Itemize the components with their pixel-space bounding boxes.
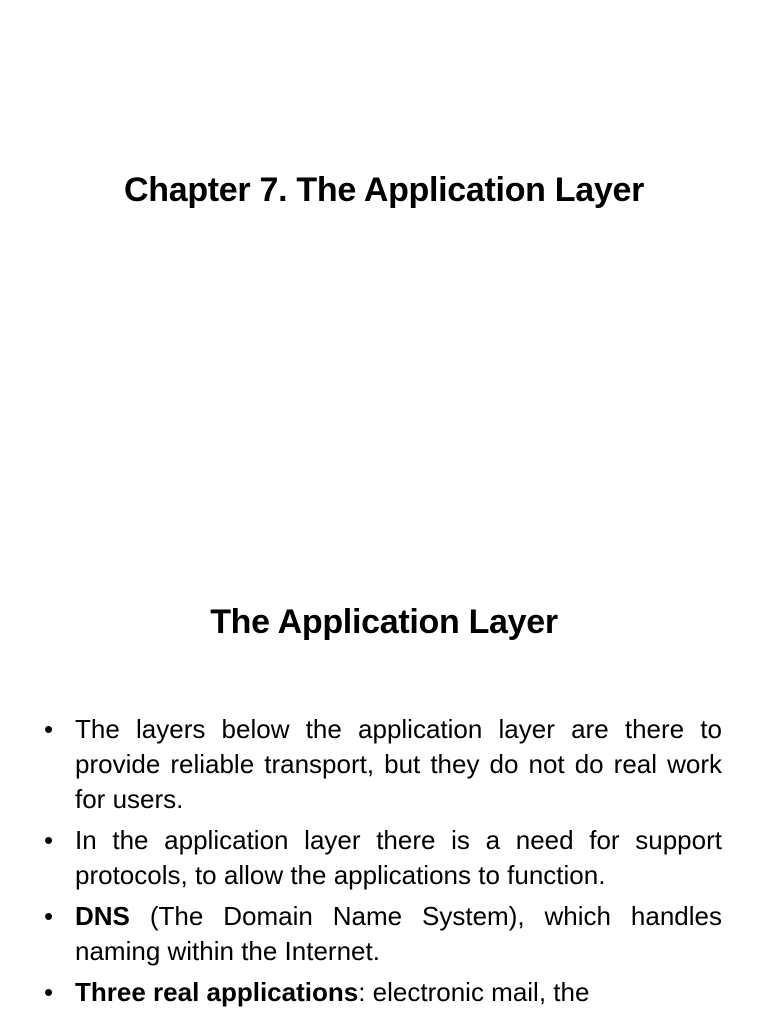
bullet-icon: • [44, 825, 54, 855]
bullet-icon: • [44, 977, 54, 1007]
bullet-text: In the application layer there is a need for support protocols, to allow the applications to function. [75, 825, 722, 890]
bullet-list [44, 712, 722, 1016]
bullet-item [44, 975, 722, 1010]
bullet-item [44, 712, 722, 817]
bullet-text: The layers below the application layer are there to provide reliable transport, but they do not do real work for users. [75, 714, 722, 814]
bullet-icon: • [44, 714, 54, 744]
slide-title: The Application Layer [210, 603, 558, 641]
slide-application-layer [0, 576, 768, 1024]
bullet-item [44, 899, 722, 969]
bullet-text: : electronic mail, the [358, 977, 590, 1007]
bullet-bold-text: DNS [75, 901, 130, 931]
bullet-icon: • [44, 901, 54, 931]
bullet-text: (The Domain Name System), which handles naming within the Internet. [75, 901, 722, 966]
chapter-title: Chapter 7. The Application Layer [123, 171, 645, 209]
bullet-bold-text: Three real applications [75, 977, 359, 1007]
bullet-item [44, 823, 722, 893]
